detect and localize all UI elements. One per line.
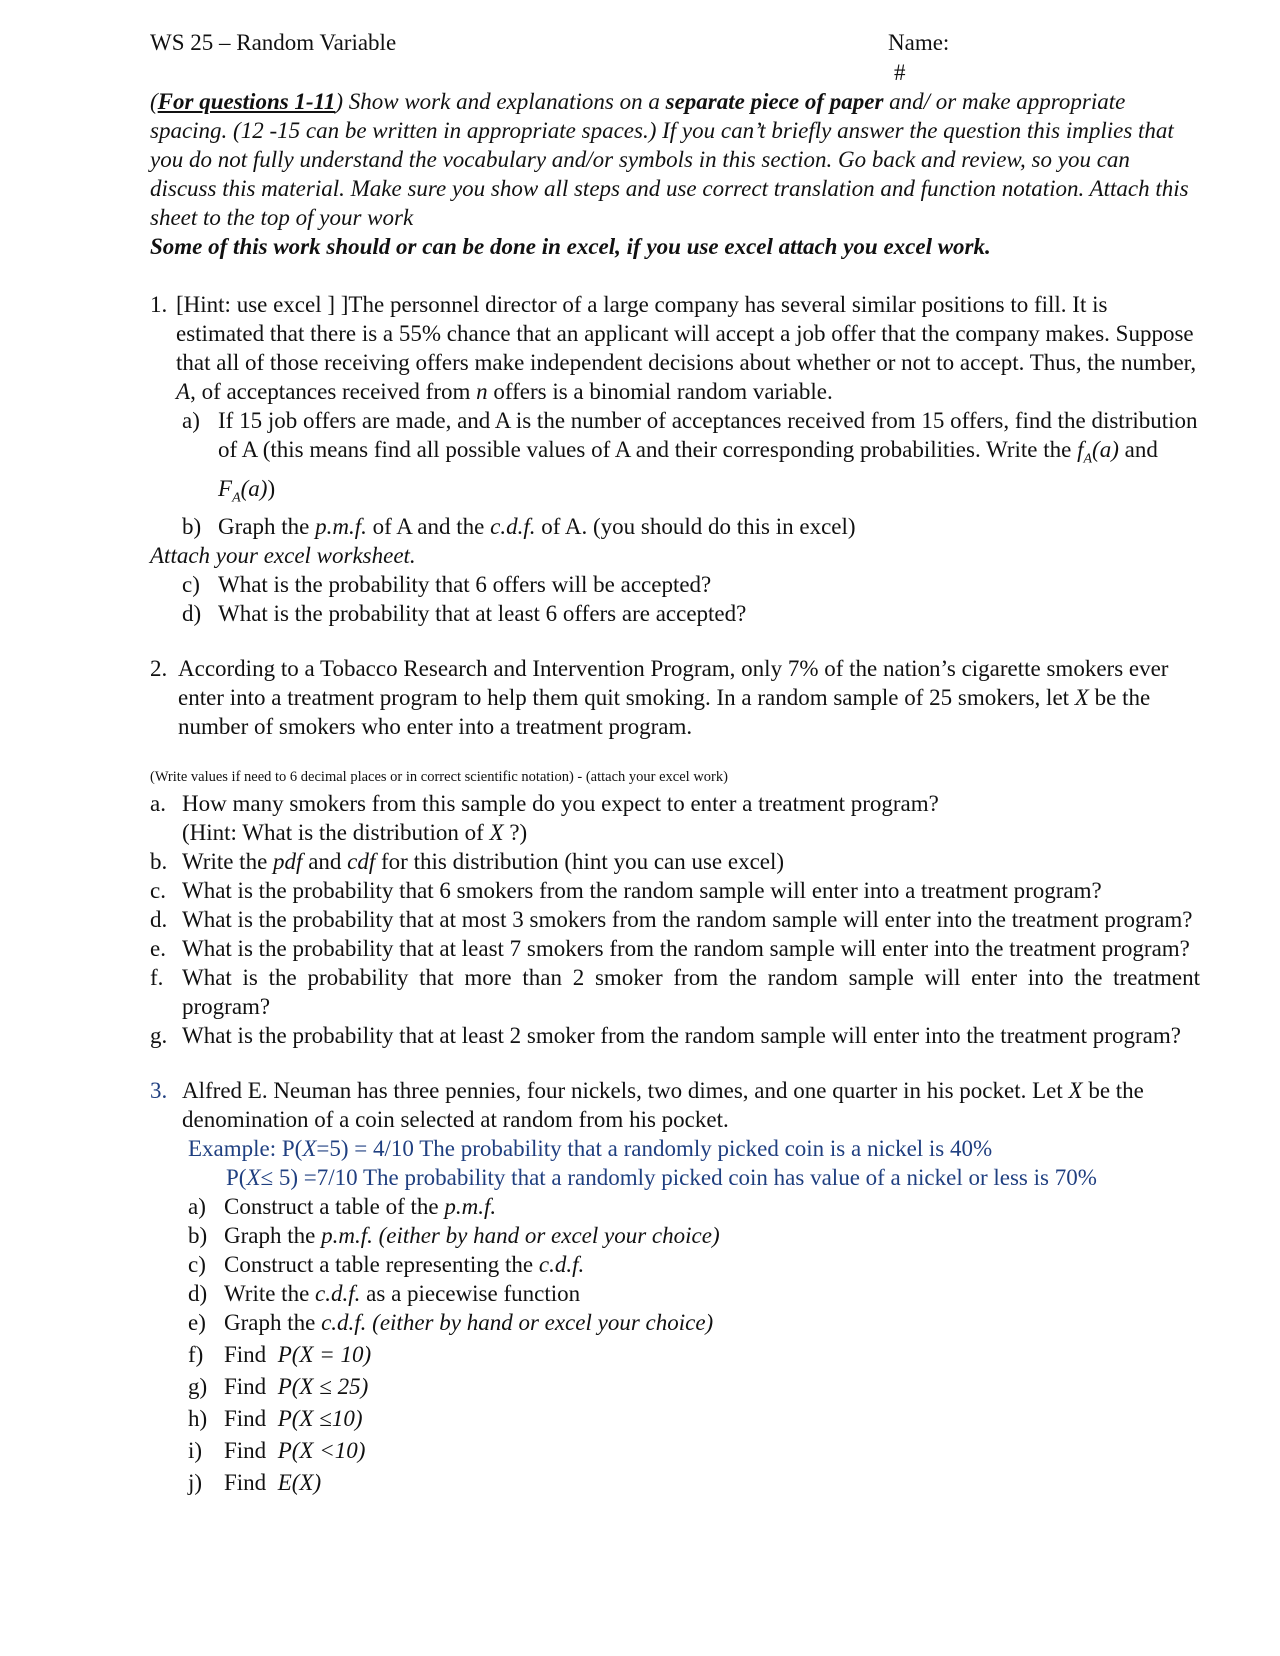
q2-and: and: [302, 849, 348, 875]
q1-Fa-sub: A: [232, 490, 241, 506]
q3-find-word: Find: [224, 1374, 267, 1400]
q3-part-a: [188, 1192, 1200, 1221]
q3-part-label: d): [188, 1281, 208, 1307]
q3-part-c: [188, 1250, 1200, 1279]
instructions-part1: ) Show work and explanations on a: [335, 89, 666, 114]
q1-and: and: [1118, 437, 1158, 462]
question-3-number: 3.: [150, 1078, 168, 1104]
q2-part-f-label: f.: [150, 965, 164, 991]
instructions-lead-open: (: [150, 89, 158, 114]
q3-find-expression: E(X): [277, 1470, 322, 1496]
q3-part-emphasis: p.m.f. (either by hand or excel your choice): [321, 1223, 720, 1249]
question-2: [150, 654, 1200, 1050]
question-3-text: [182, 1076, 1200, 1134]
q1-cdf: c.d.f.: [490, 514, 536, 540]
q3-part-text: Graph the: [224, 1223, 322, 1249]
q2-part-e-text: What is the probability that at least 7 smokers from the random sample will enter into the treatment program?: [182, 936, 1190, 962]
q2-part-f-text: What is the probability that more than 2 smoker from the random sample will enter into the treatment program?: [182, 965, 1200, 1020]
q1-part-d: [182, 599, 1200, 628]
q3-part-h: [188, 1404, 1200, 1433]
q1-text-a: [Hint: use excel ] ]The personnel director of a large company has several similar positions to fill. It is estimated that there is a 55% chance that an applicant will accept a job offer that the company makes. Suppose that all of those receiving offers make independent decisions about whether or not to accept. Thus, the number,: [176, 292, 1197, 375]
q3-find-expression: P(X = 10): [277, 1342, 372, 1368]
q3-find-word: Find: [224, 1406, 267, 1432]
q3-ex2-a: P(: [226, 1165, 247, 1191]
q2-hint2: ?): [503, 820, 528, 846]
instructions-bold1: separate piece of paper: [665, 89, 884, 114]
q2-part-a: [150, 789, 1200, 847]
question-1-text: [176, 290, 1200, 406]
q3-part-label: a): [188, 1194, 206, 1220]
q3-part-label: g): [188, 1374, 208, 1400]
q2-part-c: [150, 876, 1200, 905]
q1-part-a: [182, 406, 1200, 512]
q1-part-b-text1: Graph the: [218, 514, 316, 540]
q1-fa: f: [1077, 437, 1084, 462]
q3-find-expression: P(X ≤ 25): [277, 1374, 369, 1400]
q3-part-emphasis: c.d.f. (either by hand or excel your choice): [321, 1310, 714, 1336]
q3-find-expression: P(X ≤10): [277, 1406, 363, 1432]
q1-text-b: , of acceptances received from: [190, 379, 477, 404]
q2-part-f: [150, 963, 1200, 1021]
q1-fa-sub: A: [1083, 451, 1093, 467]
q3-ex1-a: Example: P(: [188, 1136, 303, 1162]
q3-part-label: j): [188, 1470, 203, 1496]
q2-text1: According to a Tobacco Research and Intervention Program, only 7% of the nation’s cigarette smokers ever enter into a treatment program to help them quit smoking. In a random sample of 25 smokers, let: [178, 656, 1169, 711]
q2-part-b: [150, 847, 1200, 876]
q1-part-b-text2: of A and the: [366, 514, 491, 540]
q2-part-c-label: c.: [150, 878, 166, 904]
q2-hint1: (Hint: What is the distribution of: [182, 820, 490, 846]
q3-find-word: Find: [224, 1470, 267, 1496]
q3-part-label: c): [188, 1252, 206, 1278]
q2-part-d-label: d.: [150, 907, 168, 933]
q1-Fa-arg: (a): [240, 475, 268, 501]
q3-part-text: Construct a table of the: [224, 1194, 445, 1220]
q1-fa-arg: (a): [1092, 437, 1119, 462]
q1-part-c: [182, 570, 1200, 599]
q3-text2: be the denomination of a coin selected at random from his pocket.: [182, 1078, 1144, 1133]
q3-text1: Alfred E. Neuman has three pennies, four nickels, two dimes, and one quarter in his pocket. Let: [182, 1078, 1069, 1104]
q1-part-d-label: d): [182, 601, 202, 627]
q2-part-g-text: What is the probability that at least 2 smoker from the random sample will enter into the treatment program?: [182, 1023, 1181, 1049]
q2-part-b-text2: for this distribution (hint you can use excel): [375, 849, 785, 875]
q3-find-word: Find: [224, 1342, 267, 1368]
q3-part-label: i): [188, 1438, 203, 1464]
q3-ex2-x: X: [246, 1165, 261, 1191]
q2-var-x: X: [1074, 685, 1089, 711]
q1-var-n: n: [476, 379, 488, 404]
q2-part-a-text: How many smokers from this sample do you expect to enter a treatment program?: [182, 791, 939, 817]
q2-part-b-label: b.: [150, 849, 168, 875]
q1-text-c: offers is a binomial random variable.: [487, 379, 833, 404]
worksheet-page: [150, 28, 1200, 1497]
q1-Fa: F: [218, 475, 233, 501]
name-label: Name:: [888, 30, 950, 55]
q1-attach-note: Attach your excel worksheet.: [150, 543, 416, 569]
number-label: #: [894, 60, 906, 85]
q3-find-word: Find: [224, 1438, 267, 1464]
question-2-text: [178, 654, 1200, 741]
q3-part-label: h): [188, 1406, 208, 1432]
q3-part-emphasis: c.d.f.: [538, 1252, 585, 1278]
q3-part-label: e): [188, 1310, 206, 1336]
q1-part-b-label: b): [182, 514, 202, 540]
q3-find-list: [150, 1340, 1200, 1497]
q3-part-d: [188, 1279, 1200, 1308]
q2-text2: be the number of smokers who enter into a treatment program.: [178, 685, 1151, 740]
q1-part-b-text3: of A. (you should do this in excel): [535, 514, 856, 540]
q2-hint-x: X: [489, 820, 504, 846]
q2-part-c-text: What is the probability that 6 smokers from the random sample will enter into a treatment program?: [182, 878, 1102, 904]
q1-part-a-label: a): [182, 408, 200, 433]
question-1-number: 1.: [150, 292, 168, 317]
q3-part-emphasis: c.d.f.: [315, 1281, 361, 1307]
q2-part-g: [150, 1021, 1200, 1050]
q3-example-1: [188, 1134, 1200, 1163]
q3-var-x: X: [1068, 1078, 1083, 1104]
q3-example-2: [226, 1163, 1200, 1192]
q3-part-b: [188, 1221, 1200, 1250]
q3-ex1-b: =5) = 4/10 The probability that a randomly picked coin is a nickel is 40%: [316, 1136, 993, 1162]
q2-part-e: [150, 934, 1200, 963]
instructions-excel-note: Some of this work should or can be done in excel, if you use excel attach you excel work.: [150, 234, 991, 259]
q3-part-e: [188, 1308, 1200, 1337]
q2-note: (Write values if need to 6 decimal places or in correct scientific notation) - (attach your excel work): [150, 769, 728, 786]
q3-part-rest: as a piecewise function: [360, 1281, 581, 1307]
q2-pdf: pdf: [273, 849, 303, 875]
q1-var-a: A: [176, 379, 191, 404]
q3-part-i: [188, 1436, 1200, 1465]
q2-cdf: cdf: [347, 849, 376, 875]
q3-part-text: Construct a table representing the: [224, 1252, 539, 1278]
q3-part-f: [188, 1340, 1200, 1369]
q2-part-b-text1: Write the: [182, 849, 274, 875]
q1-pmf: p.m.f.: [315, 514, 367, 540]
q3-part-text: Graph the: [224, 1310, 322, 1336]
header: [150, 28, 1200, 58]
q3-part-label: b): [188, 1223, 208, 1249]
q3-part-j: [188, 1468, 1200, 1497]
q1-part-b: [182, 512, 1200, 541]
q3-ex1-x: X: [302, 1136, 317, 1162]
q2-part-e-label: e.: [150, 936, 166, 962]
question-1: [150, 290, 1200, 628]
q1-part-a-text: If 15 job offers are made, and A is the number of acceptances received from 15 offers, find the distribution of A (this means find all possible values of A and their corresponding probabilities. Write the: [218, 408, 1198, 462]
question-3: [150, 1076, 1200, 1497]
instructions-lead: For questions 1-11: [157, 89, 336, 114]
q1-part-d-text: What is the probability that at least 6 offers are accepted?: [218, 601, 747, 627]
q1-part-a-end: ): [267, 475, 276, 501]
q3-find-expression: P(X <10): [277, 1438, 366, 1464]
q3-ex2-b: ≤ 5) =7/10 The probability that a randomly picked coin has value of a nickel or less is 70%: [260, 1165, 1097, 1191]
q1-part-c-label: c): [182, 572, 200, 598]
q2-part-d: [150, 905, 1200, 934]
q3-part-label: f): [188, 1342, 204, 1368]
question-2-number: 2.: [150, 656, 168, 682]
q3-part-text: Write the: [224, 1281, 316, 1307]
q2-part-a-label: a.: [150, 791, 166, 817]
worksheet-title: WS 25 – Random Variable: [150, 30, 397, 55]
q3-item-list: [150, 1192, 1200, 1337]
instructions: [150, 87, 1200, 232]
instructions-part2: and/ or make appropriate spacing. (12 -15 can be written in appropriate spaces.) If you can’t briefly answer the question this implies that you do not fully understand the vocabulary and/or symbols in this section. Go back and review, so you can discuss this material. Make sure you show all steps and use correct translation and function notation. Attach this sheet to the top of your work: [150, 89, 1189, 230]
q2-part-g-label: g.: [150, 1023, 168, 1049]
q2-part-d-text: What is the probability that at most 3 smokers from the random sample will enter into the treatment program?: [182, 907, 1193, 933]
q1-part-c-text: What is the probability that 6 offers will be accepted?: [218, 572, 712, 598]
q3-part-g: [188, 1372, 1200, 1401]
q3-part-emphasis: p.m.f.: [444, 1194, 497, 1220]
